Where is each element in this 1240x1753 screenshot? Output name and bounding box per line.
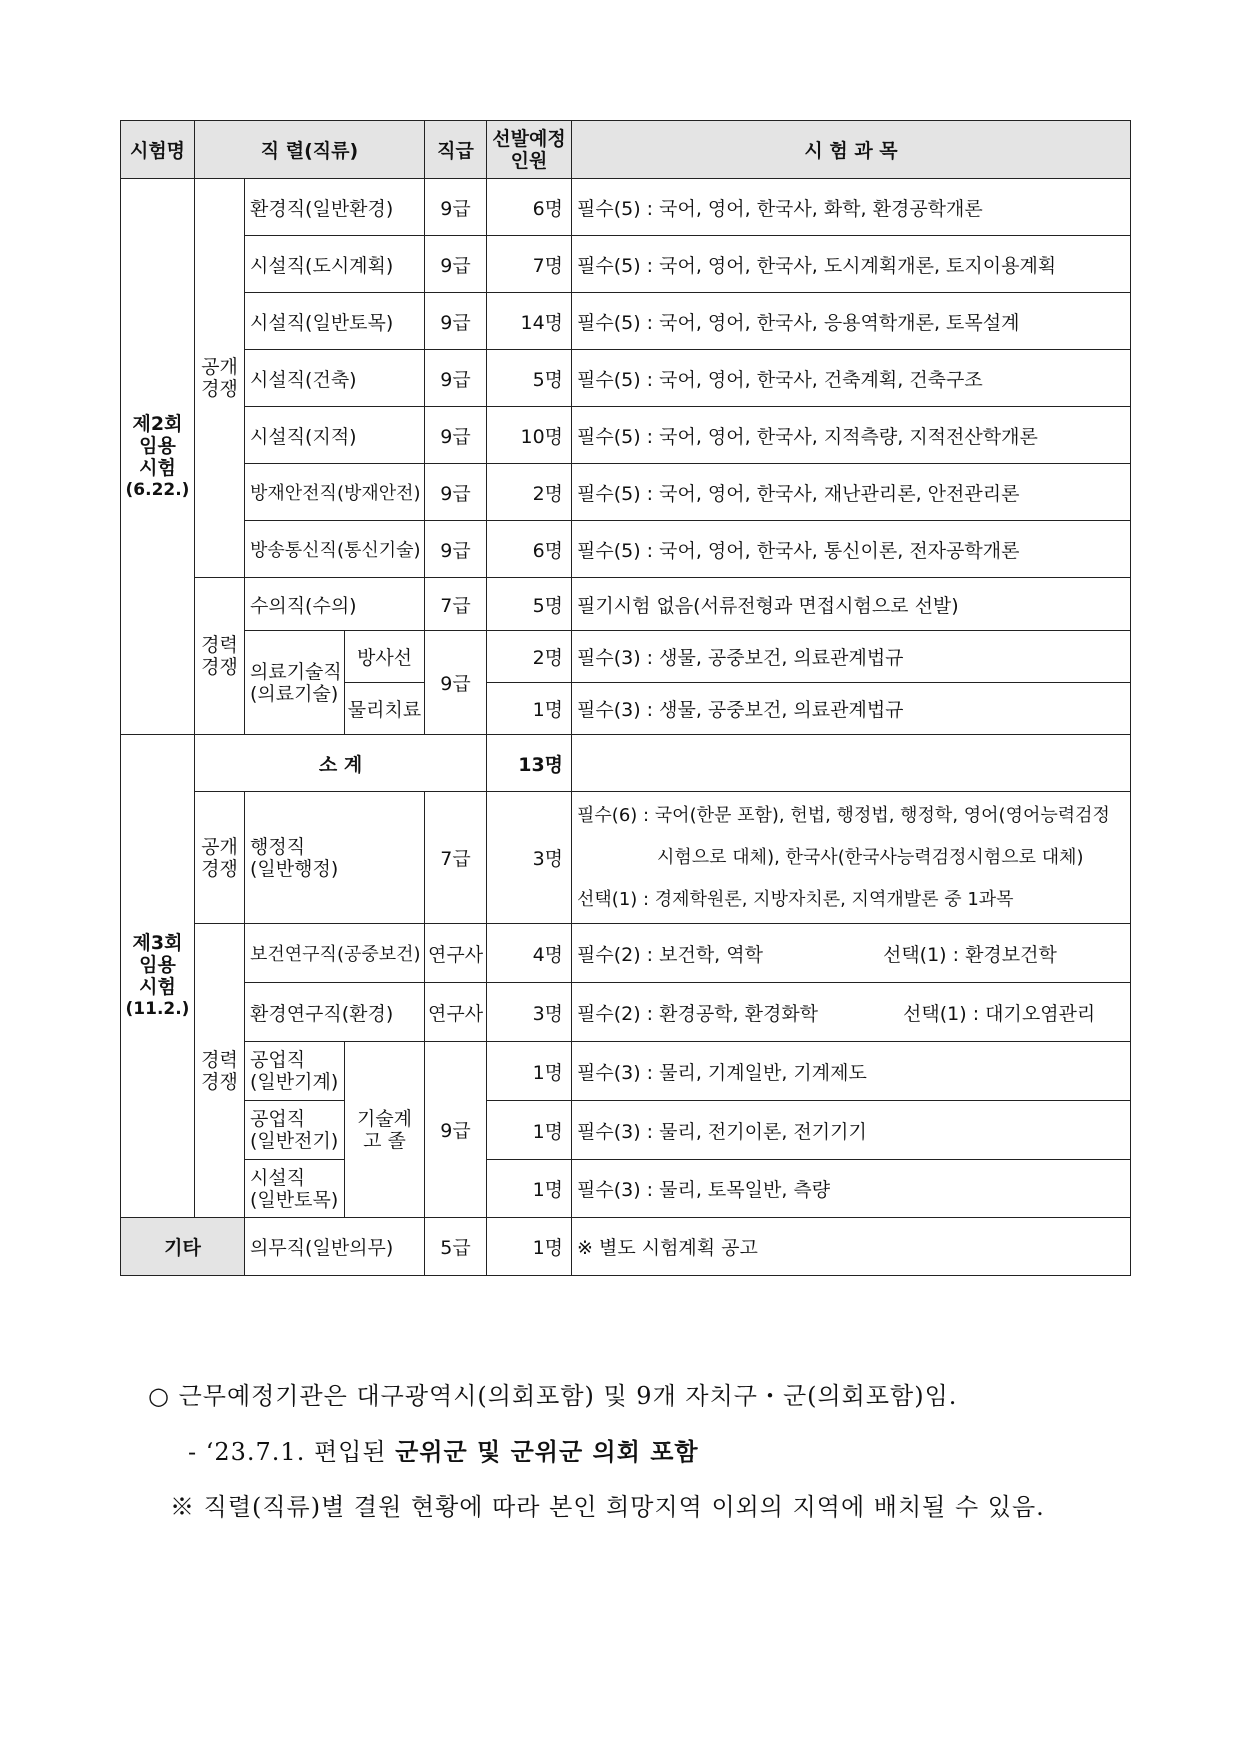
position-cell: 의무직(일반의무) xyxy=(245,1218,425,1276)
subjects-cell xyxy=(572,983,1131,1042)
position-line: (일반기계) xyxy=(250,1071,339,1093)
subposition-line: 고 졸 xyxy=(363,1129,406,1152)
position-line: (일반행정) xyxy=(250,857,339,880)
position-cell: 시설직(건축) xyxy=(245,350,425,407)
table-row xyxy=(121,1160,1131,1218)
subjects-cell: 필수(3) : 생물, 공중보건, 의료관계법규 xyxy=(572,631,1131,683)
exam-date: (11.2.) xyxy=(125,999,190,1019)
exam-name-second xyxy=(121,179,195,735)
subjects-line: 선택(1) : 경제학원론, 지방자치론, 지역개발론 중 1과목 xyxy=(577,888,1014,910)
table-row xyxy=(121,924,1131,983)
subposition-cell: 방사선 xyxy=(345,631,425,683)
grade-cell: 9급 xyxy=(425,179,487,236)
table-row xyxy=(121,578,1131,631)
grade-cell: 연구사 xyxy=(425,924,487,983)
position-cell: 방재안전직(방재안전) xyxy=(245,464,425,521)
count-cell: 1명 xyxy=(487,683,572,735)
table-row xyxy=(121,521,1131,578)
table-row xyxy=(121,735,1131,792)
position-cell-medtech xyxy=(245,631,345,735)
grade-cell: 9급 xyxy=(425,521,487,578)
count-cell: 5명 xyxy=(487,350,572,407)
subposition-cell-tech xyxy=(345,1042,425,1218)
table-row xyxy=(121,1101,1131,1160)
count-cell: 3명 xyxy=(487,983,572,1042)
position-line: 행정직 xyxy=(250,835,306,858)
grade-cell: 9급 xyxy=(425,1042,487,1218)
subjects-line: 필수(6) : 국어(한문 포함), 헌법, 행정법, 행정학, 영어(영어능력검정 xyxy=(577,804,1110,826)
position-cell: 방송통신직(통신기술) xyxy=(245,521,425,578)
category-career: 경력경쟁 xyxy=(195,924,245,1218)
position-line: 공업직 xyxy=(250,1108,306,1130)
subtotal-count: 13명 xyxy=(487,735,572,792)
subjects-cell: 필수(5) : 국어, 영어, 한국사, 통신이론, 전자공학개론 xyxy=(572,521,1131,578)
position-line: 의료기술직 xyxy=(250,660,342,683)
position-line: (의료기술) xyxy=(250,682,339,705)
table-row xyxy=(121,1042,1131,1101)
table-row xyxy=(121,631,1131,683)
subjects-cell: 필수(5) : 국어, 영어, 한국사, 지적측량, 지적전산학개론 xyxy=(572,407,1131,464)
count-cell: 6명 xyxy=(487,521,572,578)
position-cell xyxy=(245,1160,345,1218)
subjects-cell: 필수(5) : 국어, 영어, 한국사, 화학, 환경공학개론 xyxy=(572,179,1131,236)
count-cell: 1명 xyxy=(487,1160,572,1218)
position-line: (일반토목) xyxy=(250,1188,339,1211)
required-subjects: 필수(2) : 보건학, 역학 xyxy=(577,943,763,966)
count-cell: 4명 xyxy=(487,924,572,983)
count-cell: 2명 xyxy=(487,631,572,683)
note-gunwi-bold: 군위군 및 군위군 의회 포함 xyxy=(395,1437,699,1466)
position-cell: 시설직(지적) xyxy=(245,407,425,464)
exam-name-line: 제2회 xyxy=(132,412,183,435)
table-row xyxy=(121,179,1131,236)
table-row xyxy=(121,407,1131,464)
count-cell: 3명 xyxy=(487,792,572,924)
exam-schedule-table-container xyxy=(120,120,1131,1276)
count-cell: 2명 xyxy=(487,464,572,521)
grade-cell: 7급 xyxy=(425,792,487,924)
subjects-cell: 필수(5) : 국어, 영어, 한국사, 응용역학개론, 토목설계 xyxy=(572,293,1131,350)
subtotal-empty xyxy=(572,735,1131,792)
exam-name-line: 임용 xyxy=(139,954,176,976)
grade-cell: 9급 xyxy=(425,350,487,407)
subjects-cell: 필수(3) : 물리, 토목일반, 측량 xyxy=(572,1160,1131,1218)
category-open: 공개경쟁 xyxy=(195,179,245,578)
category-open: 공개경쟁 xyxy=(195,792,245,924)
note-gunwi-prefix: - ‘23.7.1. 편입된 xyxy=(188,1438,396,1466)
position-cell: 시설직(도시계획) xyxy=(245,236,425,293)
subjects-cell xyxy=(572,924,1131,983)
exam-name-line: 임용 xyxy=(139,434,176,457)
position-line: 시설직 xyxy=(250,1166,306,1189)
subjects-cell: 필수(5) : 국어, 영어, 한국사, 도시계획개론, 토지이용계획 xyxy=(572,236,1131,293)
subposition-line: 기술계 xyxy=(356,1107,413,1130)
position-cell: 환경직(일반환경) xyxy=(245,179,425,236)
grade-cell: 9급 xyxy=(425,407,487,464)
table-row xyxy=(121,293,1131,350)
count-cell: 6명 xyxy=(487,179,572,236)
table-row xyxy=(121,464,1131,521)
elective-subjects: 선택(1) : 대기오염관리 xyxy=(903,1002,1096,1025)
exam-name-line: 제3회 xyxy=(132,932,183,954)
subjects-cell: 필수(3) : 물리, 기계일반, 기계제도 xyxy=(572,1042,1131,1101)
position-cell: 수의직(수의) xyxy=(245,578,425,631)
count-cell: 7명 xyxy=(487,236,572,293)
count-cell: 1명 xyxy=(487,1218,572,1276)
exam-name-line: 시험 xyxy=(139,456,176,479)
table-row xyxy=(121,1218,1131,1276)
table-row xyxy=(121,792,1131,924)
header-grade: 직급 xyxy=(425,121,487,179)
position-cell: 시설직(일반토목) xyxy=(245,293,425,350)
subjects-cell: ※ 별도 시험계획 공고 xyxy=(572,1218,1131,1276)
exam-name-other: 기타 xyxy=(121,1218,245,1276)
position-cell: 환경연구직(환경) xyxy=(245,983,425,1042)
count-cell: 5명 xyxy=(487,578,572,631)
header-position: 직 렬(직류) xyxy=(195,121,425,179)
subjects-cell: 필수(5) : 국어, 영어, 한국사, 재난관리론, 안전관리론 xyxy=(572,464,1131,521)
subjects-cell: 필기시험 없음(서류전형과 면접시험으로 선발) xyxy=(572,578,1131,631)
grade-cell: 5급 xyxy=(425,1218,487,1276)
exam-name-third xyxy=(121,735,195,1218)
note-workplace: ○ 근무예정기관은 대구광역시(의회포함) 및 9개 자치구・군(의회포함)임. xyxy=(148,1382,958,1410)
position-cell xyxy=(245,1101,345,1160)
grade-cell: 연구사 xyxy=(425,983,487,1042)
position-line: 공업직 xyxy=(250,1049,306,1071)
elective-subjects: 선택(1) : 환경보건학 xyxy=(882,943,1057,966)
table-row xyxy=(121,236,1131,293)
note-gunwi xyxy=(188,1432,699,1467)
count-cell: 1명 xyxy=(487,1101,572,1160)
grade-cell: 9급 xyxy=(425,631,487,735)
count-cell: 1명 xyxy=(487,1042,572,1101)
required-subjects: 필수(2) : 환경공학, 환경화학 xyxy=(577,1002,819,1025)
exam-date: (6.22.) xyxy=(125,479,190,500)
subjects-cell: 필수(5) : 국어, 영어, 한국사, 건축계획, 건축구조 xyxy=(572,350,1131,407)
position-cell: 보건연구직(공중보건) xyxy=(245,924,425,983)
header-count: 선발예정인원 xyxy=(487,121,572,179)
subtotal-label: 소 계 xyxy=(195,735,487,792)
subjects-cell: 필수(3) : 물리, 전기이론, 전기기기 xyxy=(572,1101,1131,1160)
exam-schedule-table xyxy=(120,120,1131,1276)
count-cell: 10명 xyxy=(487,407,572,464)
header-exam: 시험명 xyxy=(121,121,195,179)
subjects-cell-admin xyxy=(572,792,1131,924)
position-cell xyxy=(245,1042,345,1101)
table-header-row xyxy=(121,121,1131,179)
category-career: 경력경쟁 xyxy=(195,578,245,735)
exam-name-line: 시험 xyxy=(139,976,176,998)
position-line: (일반전기) xyxy=(250,1130,339,1152)
subposition-cell: 물리치료 xyxy=(345,683,425,735)
table-row xyxy=(121,983,1131,1042)
note-placement: ※ 직렬(직류)별 결원 현황에 따라 본인 희망지역 이외의 지역에 배치될 수 있음. xyxy=(170,1493,1045,1521)
position-cell-admin xyxy=(245,792,425,924)
grade-cell: 9급 xyxy=(425,293,487,350)
header-subjects: 시 험 과 목 xyxy=(572,121,1131,179)
count-cell: 14명 xyxy=(487,293,572,350)
grade-cell: 9급 xyxy=(425,236,487,293)
subjects-line: 시험으로 대체), 한국사(한국사능력검정시험으로 대체) xyxy=(657,846,1084,868)
subjects-cell: 필수(3) : 생물, 공중보건, 의료관계법규 xyxy=(572,683,1131,735)
table-row xyxy=(121,350,1131,407)
grade-cell: 7급 xyxy=(425,578,487,631)
grade-cell: 9급 xyxy=(425,464,487,521)
